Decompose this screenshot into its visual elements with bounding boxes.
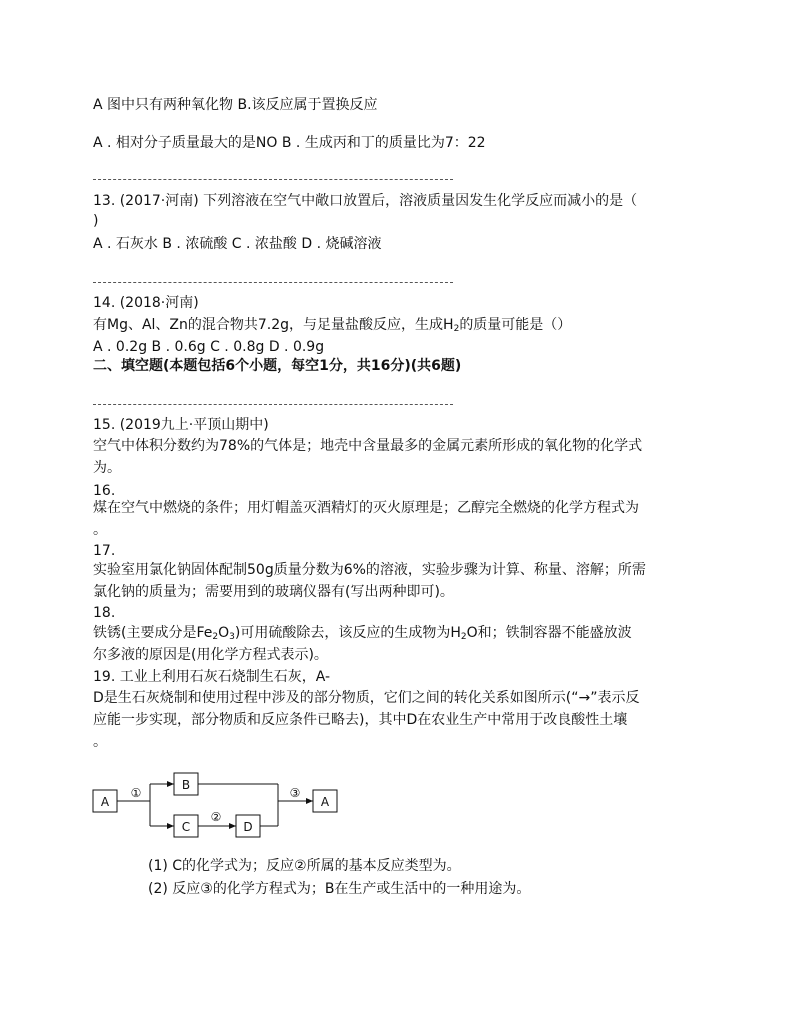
q17-line-2: 氯化钠的质量为；需要用到的玻璃仪器有(写出两种即可)。	[93, 584, 454, 600]
divider	[93, 282, 453, 283]
q12-options-line-2: A . 相对分子质量最大的是NO B . 生成丙和丁的质量比为7：22	[93, 135, 486, 151]
node-a-end-label: A	[320, 795, 330, 809]
q18-line-1: 铁锈(主要成分是$Fe_2O_3$)可用硫酸除去，该反应的生成物为$H_2O$和；铁制容器不能盛放波	[93, 625, 632, 642]
q14-options: A . 0.2g B . 0.6g C . 0.8g D . 0.9g	[93, 339, 325, 355]
step-1-label: ①	[130, 786, 142, 800]
q19-header: 19. 工业上利用石灰石烧制生石灰，A-	[93, 669, 331, 685]
q18-line-2: 尔多液的原因是(用化学方程式表示)。	[93, 647, 328, 663]
step-3-label: ③	[289, 786, 301, 800]
node-a-start-label: A	[100, 795, 110, 809]
q19-line-1: D是生石灰烧制和使用过程中涉及的部分物质，它们之间的转化关系如图所示(“→”表示反	[93, 690, 640, 706]
q15-line-2: 为。	[93, 460, 121, 476]
node-c-label: C	[181, 820, 191, 834]
q13-options: A . 石灰水 B . 浓硫酸 C . 浓盐酸 D . 烧碱溶液	[93, 236, 382, 252]
q12-options-line-1: A 图中只有两种氧化物 B.该反应属于置换反应	[93, 97, 378, 113]
node-d-label: D	[243, 820, 253, 834]
q14-header: 14. (2018·河南)	[93, 295, 199, 311]
q19-line-3: 。	[93, 734, 107, 750]
q13-header: 13. (2017·河南) 下列溶液在空气中敞口放置后，溶液质量因发生化学反应而减小的是（	[93, 193, 638, 209]
q16-line-2: 。	[93, 522, 107, 538]
flow-diagram	[90, 770, 350, 850]
q15-line-1: 空气中体积分数约为78%的气体是；地壳中含量最多的金属元素所形成的氧化物的化学式	[93, 438, 643, 454]
node-b-label: B	[181, 778, 191, 792]
section-title: 二、填空题(本题包括6个小题，每空1分，共16分)(共6题)	[93, 358, 462, 374]
q17-number: 17.	[93, 543, 116, 559]
step-2-label: ②	[210, 810, 222, 824]
q16-number: 16.	[93, 483, 116, 499]
divider	[93, 179, 453, 180]
q14-stem: 有Mg、Al、Zn的混合物共7.2g，与足量盐酸反应，生成$H_2$的质量可能是（）	[93, 317, 572, 334]
q13-paren: )	[93, 213, 99, 229]
q15-header: 15. (2019九上·平顶山期中)	[93, 417, 269, 433]
q19-subquestion-1: (1) C的化学式为；反应②所属的基本反应类型为。	[148, 858, 461, 874]
q17-line-1: 实验室用氯化钠固体配制50g质量分数为6%的溶液，实验步骤为计算、称量、溶解；所需	[93, 562, 646, 578]
q19-line-2: 应能一步实现，部分物质和反应条件已略去)，其中D在农业生产中常用于改良酸性土壤	[93, 712, 628, 728]
divider	[93, 404, 453, 405]
q16-line-1: 煤在空气中燃烧的条件；用灯帽盖灭酒精灯的灭火原理是；乙醇完全燃烧的化学方程式为	[93, 500, 639, 516]
q19-subquestion-2: (2) 反应③的化学方程式为；B在生产或生活中的一种用途为。	[148, 881, 531, 897]
q18-number: 18.	[93, 605, 116, 621]
